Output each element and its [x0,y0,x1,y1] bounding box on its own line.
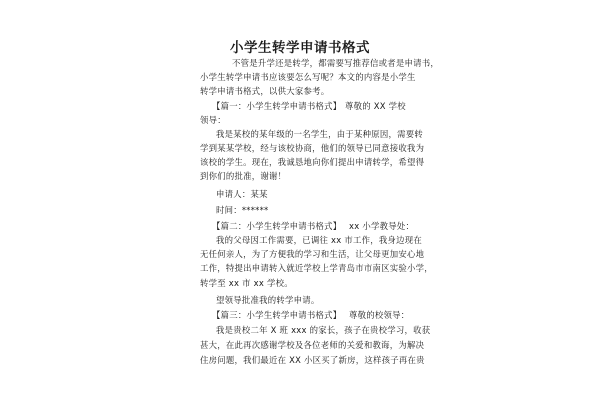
section1-body-line-4: 到你们的批准，谢谢！ [200,171,287,181]
section1-salutation: 尊敬的 XX 学校 [345,101,406,111]
section1-body-line-2: 学到某某学校，经与该校协商，他们的领导已同意接收我为 [200,143,425,153]
section3-heading: 【篇三：小学生转学申请书格式】 [212,310,342,320]
section2-body-line-1: 我的父母因工作需要，已调往 xx 市工作，我身边现在 [216,235,422,245]
section3-salutation: 尊敬的校领导： [349,310,410,320]
section2-body-line-4: 转学至 xx 市 xx 学校。 [200,278,293,288]
section1-applicant: 申请人：某某 [216,189,268,199]
document-title: 小学生转学申请书格式 [230,40,370,56]
section1-salutation-cont: 领导： [200,115,226,125]
section2-salutation: xx 小学教导处： [349,221,415,231]
section3-body-line-1: 我是贵校二年 X 班 xxx 的家长，孩子在贵校学习，收获 [216,325,431,335]
section2-closing: 望领导批准我的转学申请。 [216,295,320,305]
section2-heading: 【篇二：小学生转学申请书格式】 [212,221,342,231]
section3-body-line-3: 住房问题，我们最近在 XX 小区买了新房，这样孩子再在贵 [200,355,425,365]
intro-line-2: 小学生转学申请书应该要怎么写呢？本文的内容是小学生 [200,72,416,82]
section1-time: 时间：****** [216,205,269,215]
section3-body-line-2: 甚大，在此再次感谢学校及各位老师的关爱和教诲，为解决 [200,340,425,350]
intro-line-3: 转学申请书格式，以供大家参考。 [200,86,330,96]
section2-body-line-3: 工作，特提出申请转入就近学校上学青岛市市南区实验小学， [200,263,433,273]
section1-body-line-3: 该校的学生。现在，我诚恳地向你们提出申请转学，希望得 [200,157,425,167]
section2-body-line-2: 无任何亲人，为了方便我的学习和生活，让父母更加安心地 [200,249,425,259]
section1-heading: 【篇一：小学生转学申请书格式】 [212,101,342,111]
intro-line-1: 不管是升学还是转学，都需要写推荐信或者是申请书， [232,58,439,68]
section1-body-line-1: 我是某校的某年级的一名学生，由于某种原因，需要转 [216,129,423,139]
